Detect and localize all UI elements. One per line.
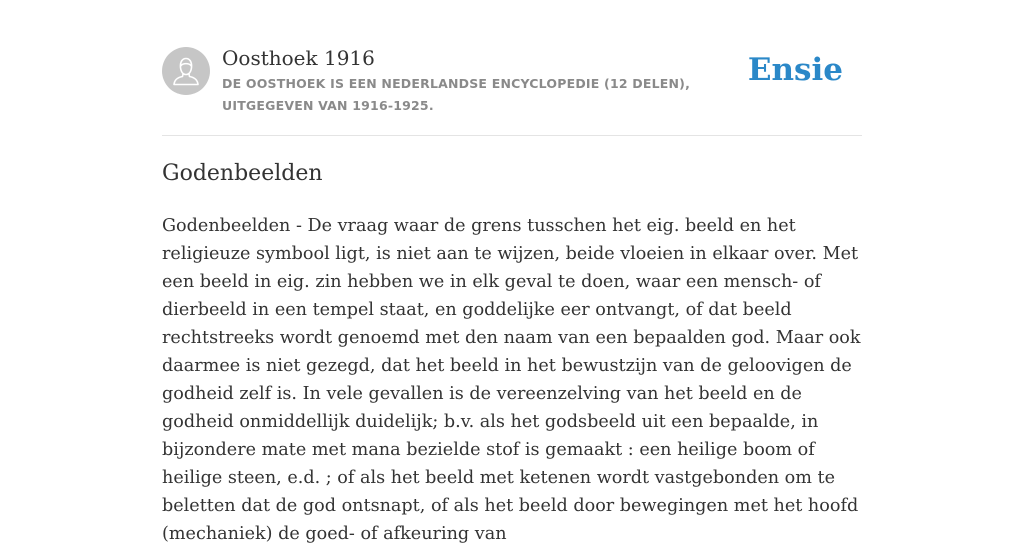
entry-body: Godenbeelden - De vraag waar de grens tusschen het eig. beeld en het religieuze symbool ligt, is niet aan te wijzen, beide vloeien in elkaar over. Met een beeld in eig. zin hebben we in elk geval te doen, waar een mensch- of dierbeeld in een tempel staat, en goddelijke eer ontvangt, of dat beeld rechtstreeks wordt genoemd met den naam van een bepaalden god. Maar ook daarmee is niet gezegd, dat het beeld in het bewustzijn van de geloovigen de godheid zelf is. In vele gevallen is de vereenzelving van het beeld en de godheid onmiddellijk duidelijk; b.v. als het godsbeeld uit een bepaalde, in bijzondere mate met mana bezielde stof is gemaakt : een heilige boom of heilige steen, e.d. ; of als het beeld met ketenen wordt vastgebonden om te beletten dat de god ontsnapt, of als het beeld door bewegingen met het hoofd (mechaniek) de goed- of afkeuring van <box>162 216 861 544</box>
source-avatar[interactable] <box>162 47 210 95</box>
source-description: DE OOSTHOEK IS EEN NEDERLANDSE ENCYCLOPEDIE (12 DELEN), UITGEGEVEN VAN 1916-1925. <box>222 76 691 113</box>
source-name[interactable]: Oosthoek 1916 <box>222 46 375 70</box>
source-header <box>162 45 862 135</box>
entry-title: Godenbeelden <box>162 161 323 186</box>
user-silhouette-icon <box>162 47 210 95</box>
ensie-logo-link[interactable]: Ensie <box>747 52 843 88</box>
header-divider <box>162 135 862 136</box>
